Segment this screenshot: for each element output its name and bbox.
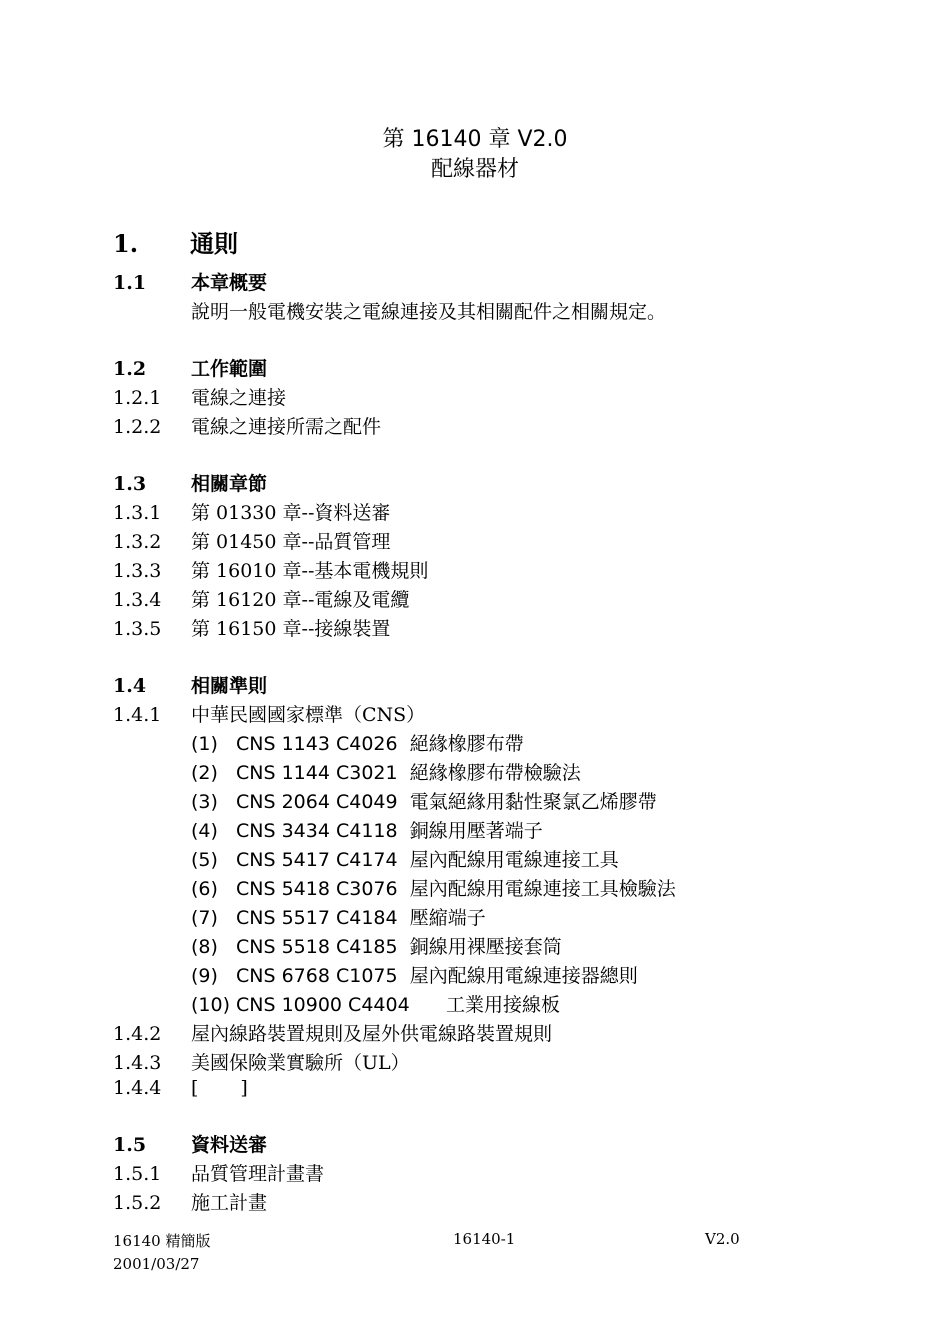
list-item: 1.2.2 電線之連接所需之配件 — [113, 416, 382, 438]
standard-item: (5) CNS 5417 C4174 屋內配線用電線連接工具 — [191, 849, 619, 871]
footer-version: V2.0 — [705, 1230, 740, 1248]
list-item: 1.3.1 第 01330 章--資料送審 — [113, 502, 391, 524]
list-item: 1.4.3 美國保險業實驗所（UL） — [113, 1052, 410, 1074]
section-1-1-text: 說明一般電機安裝之電線連接及其相關配件之相關規定。 — [191, 301, 667, 323]
standard-item: (8) CNS 5518 C4185 銅線用裸壓接套筒 — [191, 936, 562, 958]
standard-item: (7) CNS 5517 C4184 壓縮端子 — [191, 907, 486, 929]
list-item: 1.3.5 第 16150 章--接線裝置 — [113, 618, 391, 640]
list-item: 1.5.2 施工計畫 — [113, 1192, 268, 1214]
section-1-1: 1.1 本章概要 — [113, 272, 268, 294]
section-1-2: 1.2 工作範圍 — [113, 358, 268, 380]
list-item: 1.4.1 中華民國國家標準（CNS） — [113, 704, 426, 726]
list-item: 1.4.4 [ ] — [113, 1077, 248, 1099]
footer-date: 2001/03/27 — [113, 1255, 200, 1273]
standard-item: (3) CNS 2064 C4049 電氣絕緣用黏性聚氯乙烯膠帶 — [191, 791, 657, 813]
blank-bracket-close: ] — [240, 1077, 248, 1099]
section-1-4: 1.4 相關準則 — [113, 675, 268, 697]
chapter-title: 第 16140 章 V2.0 — [382, 127, 568, 152]
list-item: 1.3.4 第 16120 章--電線及電纜 — [113, 589, 410, 611]
list-item: 1.2.1 電線之連接 — [113, 387, 287, 409]
standard-item: (2) CNS 1144 C3021 絕緣橡膠布帶檢驗法 — [191, 762, 581, 784]
standard-item: (10) CNS 10900 C4404 工業用接線板 — [191, 994, 560, 1016]
heading-text: 通則 — [190, 229, 238, 258]
standard-item: (1) CNS 1143 C4026 絕緣橡膠布帶 — [191, 733, 524, 755]
list-item: 1.3.3 第 16010 章--基本電機規則 — [113, 560, 429, 582]
section-1-5: 1.5 資料送審 — [113, 1134, 268, 1156]
standard-item: (4) CNS 3434 C4118 銅線用壓著端子 — [191, 820, 543, 842]
standard-item: (6) CNS 5418 C3076 屋內配線用電線連接工具檢驗法 — [191, 878, 676, 900]
footer-page-number: 16140-1 — [453, 1230, 516, 1248]
section-1-3: 1.3 相關章節 — [113, 473, 268, 495]
heading-general — [113, 224, 238, 259]
chapter-subtitle: 配線器材 — [430, 157, 519, 182]
list-item: 1.4.2 屋內線路裝置規則及屋外供電線路裝置規則 — [113, 1023, 553, 1045]
footer-doc-name: 16140 精簡版 — [113, 1232, 211, 1250]
list-item: 1.5.1 品質管理計畫書 — [113, 1163, 325, 1185]
heading-number: 1. — [113, 229, 139, 258]
blank-bracket-open: [ — [191, 1077, 199, 1099]
standard-item: (9) CNS 6768 C1075 屋內配線用電線連接器總則 — [191, 965, 638, 987]
list-item: 1.3.2 第 01450 章--品質管理 — [113, 531, 391, 553]
